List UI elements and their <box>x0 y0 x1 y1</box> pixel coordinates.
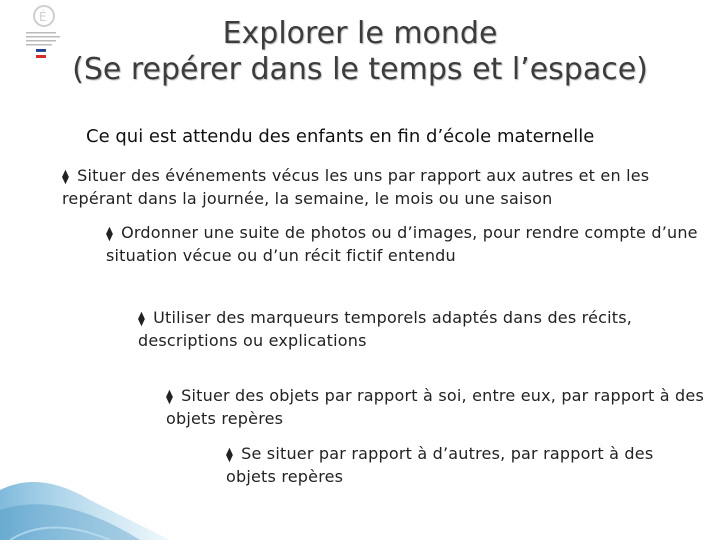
diamond-bullet-icon: ⧫ <box>62 169 70 185</box>
list-item <box>138 307 708 351</box>
list-item-text: Situer des objets par rapport à soi, entre eux, par rapport à des objets repères <box>166 386 704 428</box>
diamond-bullet-icon: ⧫ <box>226 447 234 463</box>
corner-decoration <box>0 460 170 540</box>
title-line-1: Explorer le monde <box>222 16 498 51</box>
diamond-bullet-icon: ⧫ <box>166 389 174 405</box>
list-item-text: Se situer par rapport à d’autres, par rapport à des objets repères <box>226 444 654 486</box>
list-item <box>166 385 712 429</box>
title-line-2: (Se repérer dans le temps et l’espace) <box>72 52 648 87</box>
svg-text:É: É <box>39 10 47 24</box>
diamond-bullet-icon: ⧫ <box>106 226 114 242</box>
list-item <box>226 443 706 487</box>
subtitle: Ce qui est attendu des enfants en fin d’école maternelle <box>86 126 595 147</box>
diamond-bullet-icon: ⧫ <box>138 311 146 327</box>
list-item-text: Utiliser des marqueurs temporels adaptés dans des récits, descriptions ou explications <box>138 308 633 350</box>
list-item-text: Ordonner une suite de photos ou d’images, pour rendre compte d’une situation vécue ou d’un récit fictif entendu <box>106 223 698 265</box>
list-item-text: Situer des événements vécus les uns par rapport aux autres et en les repérant dans la journée, la semaine, le mois ou une saison <box>62 166 650 208</box>
list-item <box>106 222 706 266</box>
list-item <box>62 165 702 209</box>
page-title <box>0 16 720 88</box>
